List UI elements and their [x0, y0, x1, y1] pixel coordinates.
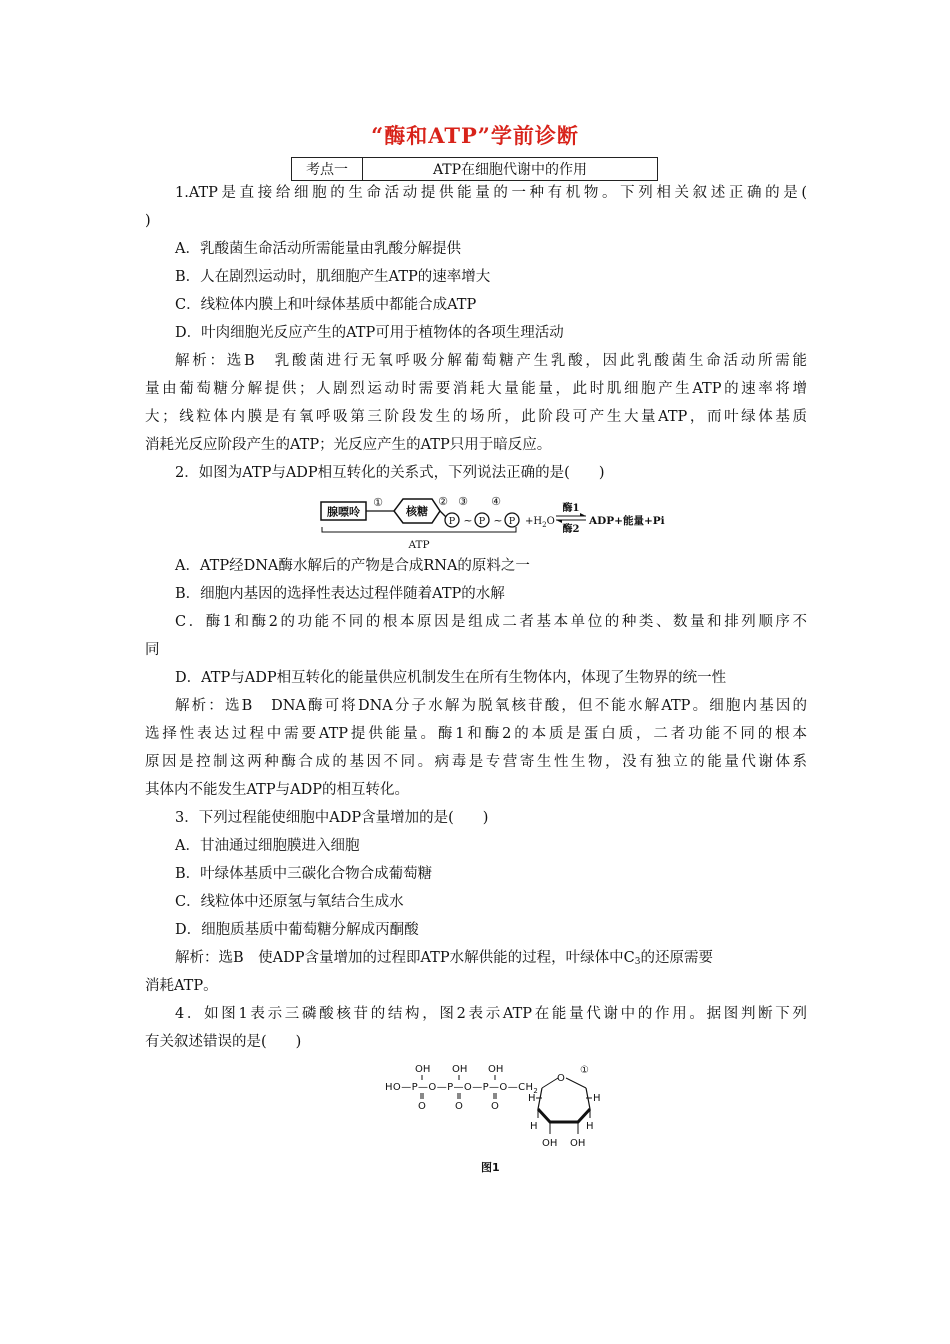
q2-option-d: D．ATP与ADP相互转化的能量供应机制发生在所有生物体内，体现了生物界的统一性 — [175, 670, 727, 686]
bond-number-4: ④ — [491, 495, 501, 508]
q2-answer-line1: 解析：选B DNA酶可将DNA分子水解为脱氧核苷酸，但不能水解ATP。细胞内基因的 — [175, 698, 807, 714]
q1-option-c: C．线粒体内膜上和叶绿体基质中都能合成ATP — [175, 297, 477, 313]
q3-answer-line1: 解析：选B 使ADP含量增加的过程即ATP水解供能的过程，叶绿体中$C_3$的还原需要 — [175, 950, 713, 967]
q1-option-d: D．叶肉细胞光反应产生的ATP可用于植物体的各项生理活动 — [175, 325, 564, 341]
q1-option-a: A．乳酸菌生命活动所需能量由乳酸分解提供 — [175, 241, 461, 257]
q1-stem-line2: ) — [145, 213, 151, 229]
phosphate-3-label: P — [508, 516, 516, 527]
svg-text:O: O — [418, 1101, 426, 1112]
q4-stem-line2: 有关叙述错误的是( ) — [145, 1034, 302, 1050]
svg-text:OH: OH — [542, 1138, 558, 1149]
q1-answer-line4: 消耗光反应阶段产生的ATP；光反应产生的ATP只用于暗反应。 — [145, 437, 552, 453]
q1-answer-line1: 解析：选B 乳酸菌进行无氧呼吸分解葡萄糖产生乳酸，因此乳酸菌生命活动所需能 — [175, 353, 807, 369]
q2-option-b: B．细胞内基因的选择性表达过程伴随着ATP的水解 — [175, 586, 505, 602]
q2-option-a: A．ATP经DNA酶水解后的产物是合成RNA的原料之一 — [175, 558, 530, 574]
q1-option-b: B．人在剧烈运动时，肌细胞产生ATP的速率增大 — [175, 269, 491, 285]
enzyme-2-label: 酶2 — [562, 524, 580, 535]
svg-text:OH: OH — [570, 1138, 586, 1149]
high-energy-bond-2: ~ — [493, 514, 503, 527]
q3-option-a: A．甘油通过细胞膜进入细胞 — [175, 838, 360, 854]
phosphate-1-label: P — [448, 516, 456, 527]
high-energy-bond-1: ~ — [463, 514, 473, 527]
q3-option-b: B．叶绿体基质中三碳化合物合成葡萄糖 — [175, 866, 433, 882]
products-label: ADP+能量+Pi — [589, 515, 665, 527]
q1-stem-line1: 1.ATP是直接给细胞的生命活动提供能量的一种有机物。下列相关叙述正确的是( — [175, 185, 807, 201]
svg-text:H: H — [593, 1093, 601, 1104]
atp-adp-conversion-diagram — [318, 493, 678, 555]
bond-number-2: ② — [438, 495, 448, 508]
nucleoside-triphosphate-structure — [380, 1060, 610, 1156]
q3-answer-line2: 消耗ATP。 — [145, 978, 218, 994]
svg-text:H: H — [586, 1121, 594, 1132]
q3-option-c: C．线粒体中还原氢与氧结合生成水 — [175, 894, 404, 910]
q2-option-c-line1: C．酶1和酶2的功能不同的根本原因是组成二者基本单位的种类、数量和排列顺序不 — [175, 614, 807, 630]
ring-front-edge — [538, 1109, 590, 1122]
page-title: “酶和ATP”学前诊断 — [371, 123, 579, 148]
phosphate-chain: $HO—P—O—P—O—P—O—CH_2$ — [385, 1082, 539, 1095]
atp-label: ATP — [408, 539, 430, 551]
section-header-table — [291, 157, 658, 181]
q2-option-c-line2: 同 — [145, 642, 160, 658]
carbon-number-1: ① — [580, 1065, 589, 1076]
q1-answer-line3: 大；线粒体内膜是有氧呼吸第三阶段发生的场所，此阶段可产生大量ATP，而叶绿体基质 — [145, 409, 807, 425]
q1-answer-line2: 量由葡萄糖分解提供；人剧烈运动时需要消耗大量能量，此时肌细胞产生ATP的速率将增 — [145, 381, 807, 397]
atp-bracket — [322, 527, 516, 532]
q3-option-d: D．细胞质基质中葡萄糖分解成丙酮酸 — [175, 922, 419, 938]
adenine-label: 腺嘌呤 — [327, 505, 360, 519]
figure-1-caption: 图1 — [481, 1161, 500, 1174]
bond-number-1: ① — [373, 496, 383, 509]
q2-answer-line3: 原因是控制这两种酶合成的基因不同。病毒是专营寄生性生物，没有独立的能量代谢体系 — [145, 754, 807, 770]
svg-text:OH: OH — [488, 1064, 504, 1075]
enzyme-1-label: 酶1 — [562, 503, 580, 514]
svg-text:O: O — [491, 1101, 499, 1112]
section-label: 考点一 — [292, 158, 363, 181]
q4-stem-line1: 4．如图1表示三磷酸核苷的结构，图2表示ATP在能量代谢中的作用。据图判断下列 — [175, 1006, 807, 1022]
water-term: $+H_2O$ — [525, 516, 555, 529]
bond-number-3: ③ — [458, 495, 468, 508]
svg-text:OH: OH — [415, 1064, 431, 1075]
section-name: ATP在细胞代谢中的作用 — [363, 158, 658, 181]
q2-stem: 2．如图为ATP与ADP相互转化的关系式，下列说法正确的是( ) — [175, 465, 605, 481]
svg-text:H: H — [528, 1093, 536, 1104]
ring-oxygen: O — [557, 1073, 565, 1084]
svg-text:OH: OH — [452, 1064, 468, 1075]
svg-text:O: O — [455, 1101, 463, 1112]
svg-text:H: H — [530, 1121, 538, 1132]
q2-answer-line4: 其体内不能发生ATP与ADP的相互转化。 — [145, 782, 409, 798]
phosphate-2-label: P — [478, 516, 486, 527]
q3-stem: 3．下列过程能使细胞中ADP含量增加的是( ) — [175, 810, 489, 826]
ribose-label: 核糖 — [406, 505, 428, 518]
q2-answer-line2: 选择性表达过程中需要ATP提供能量。酶1和酶2的本质是蛋白质，二者功能不同的根本 — [145, 726, 807, 742]
